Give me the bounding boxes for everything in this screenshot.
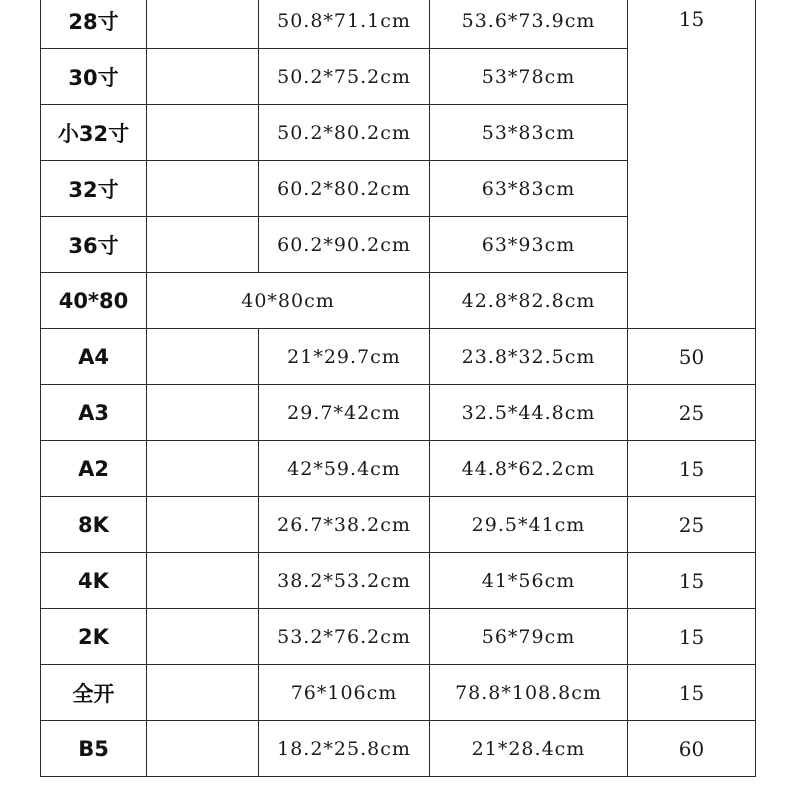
size-name-cell: 4K xyxy=(41,553,147,609)
quantity-cell: 15 xyxy=(628,665,756,721)
size-name-cell: A4 xyxy=(41,329,147,385)
inner-size-cell: 53.2*76.2cm xyxy=(259,609,430,665)
quantity-cell: 25 xyxy=(628,497,756,553)
blank-cell xyxy=(147,329,259,385)
size-name-cell: 32寸 xyxy=(41,161,147,217)
quantity-cell: 25 xyxy=(628,385,756,441)
inner-size-cell: 21*29.7cm xyxy=(259,329,430,385)
blank-cell xyxy=(147,217,259,273)
size-name-cell: A3 xyxy=(41,385,147,441)
quantity-cell: 50 xyxy=(628,329,756,385)
quantity-cell: 60 xyxy=(628,721,756,777)
inner-size-cell: 42*59.4cm xyxy=(259,441,430,497)
size-name-cell: 30寸 xyxy=(41,49,147,105)
quantity-cell: 15 xyxy=(628,553,756,609)
inner-size-cell: 26.7*38.2cm xyxy=(259,497,430,553)
outer-size-cell: 53*83cm xyxy=(430,105,628,161)
outer-size-cell: 53.6*73.9cm xyxy=(430,0,628,49)
size-name-cell: 小32寸 xyxy=(41,105,147,161)
blank-cell xyxy=(147,609,259,665)
inner-size-cell: 50.8*71.1cm xyxy=(259,0,430,49)
blank-cell xyxy=(147,161,259,217)
blank-cell xyxy=(147,553,259,609)
outer-size-cell: 32.5*44.8cm xyxy=(430,385,628,441)
table-row xyxy=(41,553,756,609)
blank-cell xyxy=(147,49,259,105)
size-name-cell: 40*80 xyxy=(41,273,147,329)
quantity-cell: 15 xyxy=(628,0,756,329)
table-row xyxy=(41,441,756,497)
blank-cell xyxy=(147,105,259,161)
blank-cell xyxy=(147,721,259,777)
outer-size-cell: 53*78cm xyxy=(430,49,628,105)
inner-size-cell: 60.2*80.2cm xyxy=(259,161,430,217)
outer-size-cell: 78.8*108.8cm xyxy=(430,665,628,721)
size-name-cell: B5 xyxy=(41,721,147,777)
inner-size-cell: 50.2*80.2cm xyxy=(259,105,430,161)
blank-cell xyxy=(147,441,259,497)
outer-size-cell: 29.5*41cm xyxy=(430,497,628,553)
outer-size-cell: 23.8*32.5cm xyxy=(430,329,628,385)
outer-size-cell: 41*56cm xyxy=(430,553,628,609)
blank-cell xyxy=(147,665,259,721)
table-row xyxy=(41,385,756,441)
size-name-cell: 28寸 xyxy=(41,0,147,49)
outer-size-cell: 44.8*62.2cm xyxy=(430,441,628,497)
size-name-cell: 2K xyxy=(41,609,147,665)
table-row xyxy=(41,665,756,721)
inner-size-cell: 29.7*42cm xyxy=(259,385,430,441)
table-row xyxy=(41,609,756,665)
table-row xyxy=(41,497,756,553)
outer-size-cell: 63*83cm xyxy=(430,161,628,217)
outer-size-cell: 42.8*82.8cm xyxy=(430,273,628,329)
size-name-cell: A2 xyxy=(41,441,147,497)
size-name-cell: 8K xyxy=(41,497,147,553)
blank-cell xyxy=(147,385,259,441)
table-row xyxy=(41,0,756,49)
size-name-cell: 全开 xyxy=(41,665,147,721)
table-row xyxy=(41,329,756,385)
inner-size-cell: 18.2*25.8cm xyxy=(259,721,430,777)
quantity-cell: 15 xyxy=(628,441,756,497)
blank-cell xyxy=(147,0,259,49)
inner-size-cell: 50.2*75.2cm xyxy=(259,49,430,105)
inner-size-cell: 38.2*53.2cm xyxy=(259,553,430,609)
outer-size-cell: 63*93cm xyxy=(430,217,628,273)
inner-size-cell: 40*80cm xyxy=(147,273,430,329)
size-name-cell: 36寸 xyxy=(41,217,147,273)
table-row xyxy=(41,721,756,777)
inner-size-cell: 60.2*90.2cm xyxy=(259,217,430,273)
outer-size-cell: 56*79cm xyxy=(430,609,628,665)
inner-size-cell: 76*106cm xyxy=(259,665,430,721)
blank-cell xyxy=(147,497,259,553)
size-table xyxy=(40,0,756,777)
quantity-cell: 15 xyxy=(628,609,756,665)
outer-size-cell: 21*28.4cm xyxy=(430,721,628,777)
